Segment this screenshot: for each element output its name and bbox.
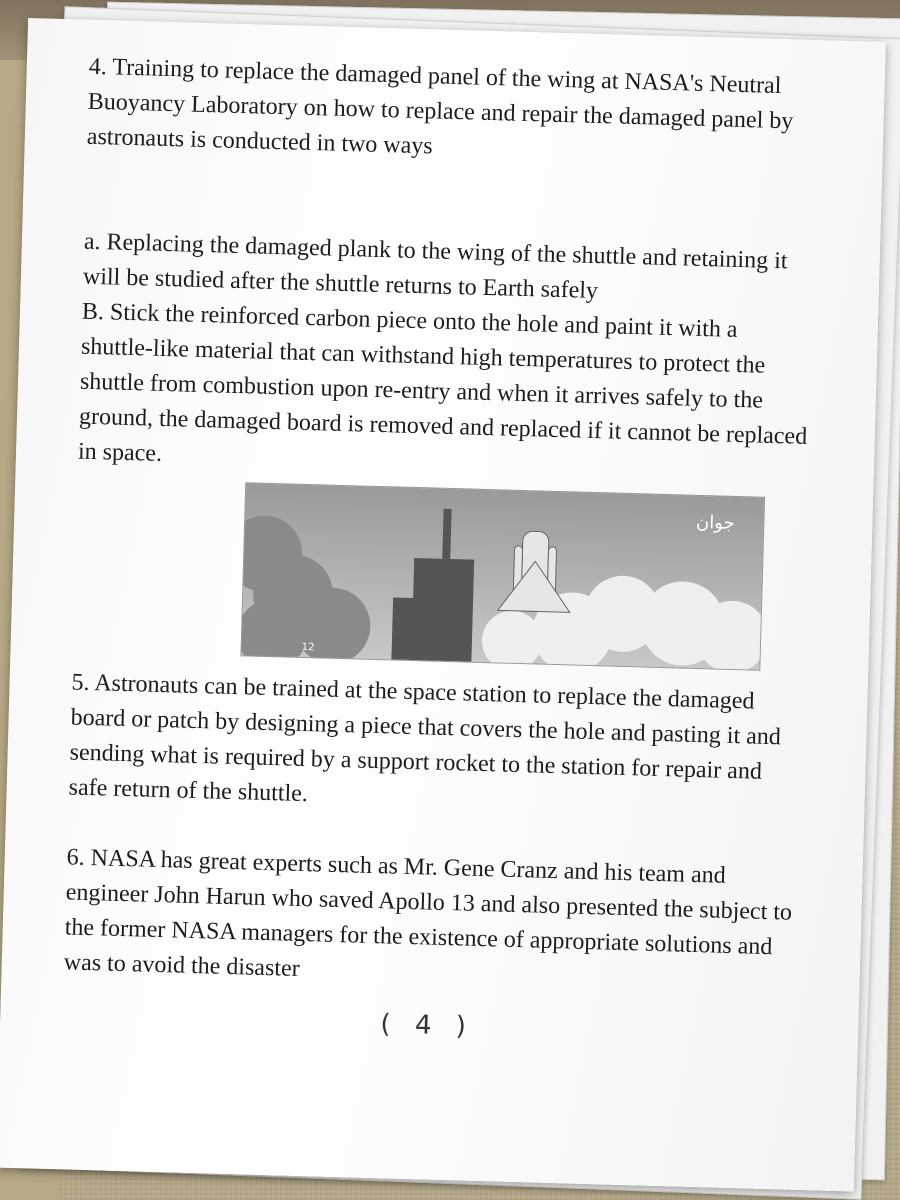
paragraph-6: 6. NASA has great experts such as Mr. Gene Cranz and his team and engineer John Harun who saved Apollo 13 and also presented the subject to the former NASA managers for the existence of appropriate solutions and was to avoid the disaster (63, 844, 793, 982)
page-content (62, 50, 819, 1054)
page-number: ( 4 ) (380, 1009, 475, 1042)
photo-watermark: جوان (695, 511, 735, 534)
shuttle-launch-photo (240, 482, 765, 670)
document-page (0, 18, 886, 1192)
paragraph-b: B. Stick the reinforced carbon piece onto the hole and paint it with a shuttle-like material that can withstand high temperatures to protect the shuttle from combustion upon re-entry and when it arrives safely to the ground, the damaged board is removed and replaced if it cannot be replaced in space. (77, 298, 808, 467)
paragraph-5: 5. Astronauts can be trained at the space station to replace the damaged board or patch by designing a piece that covers the hole and pasting it and sending what is required by a support rocket to the station for repair and safe return of the shuttle. (68, 669, 782, 808)
paragraph-a: a. Replacing the damaged plank to the wing of the shuttle and retaining it will be studied after the shuttle returns to Earth safely (82, 228, 788, 305)
photo-caption: 12 (301, 641, 315, 654)
paragraph-4: 4. Training to replace the damaged panel of the wing at NASA's Neutral Buoyancy Laboratory on how to replace and repair the damaged panel by astronauts is conducted in two ways (86, 53, 794, 160)
